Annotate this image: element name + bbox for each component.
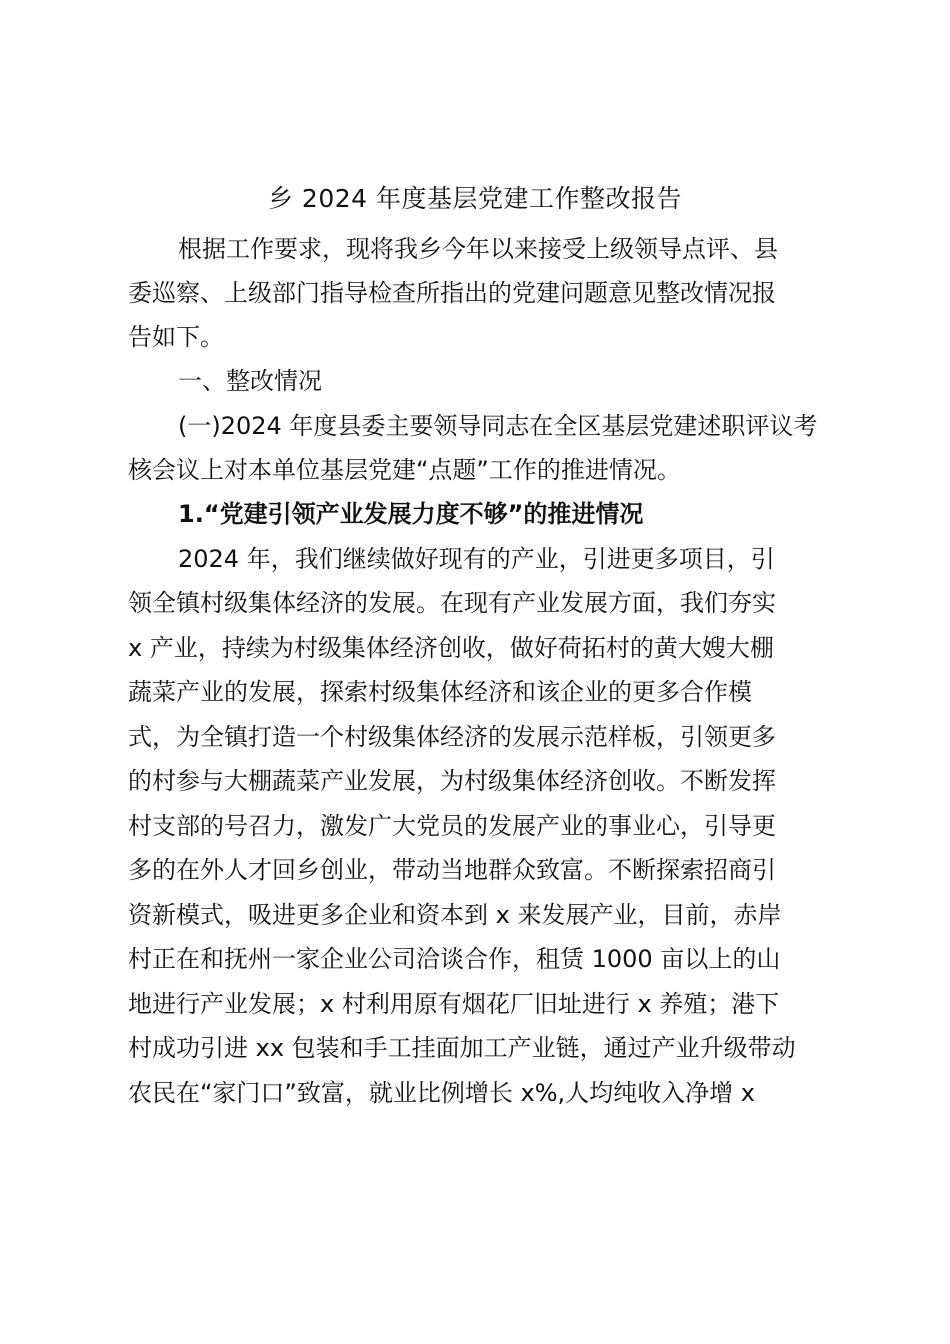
- body-line-10: 村正在和抚州一家企业公司洽谈合作，租赁 1000 亩以上的山: [128, 945, 781, 973]
- section-heading: 一、整改情况: [178, 367, 322, 395]
- intro-line-2: 委巡察、上级部门指导检查所指出的党建问题意见整改情况报: [128, 279, 776, 307]
- body-line-2: 领全镇村级集体经济的发展。在现有产业发展方面，我们夯实: [128, 589, 776, 617]
- body-line-1: 2024 年，我们继续做好现有的产业，引进更多项目，引: [178, 545, 775, 573]
- subsection-line-1: (一)2024 年度县委主要领导同志在全区基层党建述职评议考: [178, 412, 818, 440]
- body-line-12: 村成功引进 xx 包装和手工挂面加工产业链，通过产业升级带动: [128, 1034, 796, 1062]
- intro-line-1: 根据工作要求，现将我乡今年以来接受上级领导点评、县: [178, 235, 778, 263]
- body-line-4: 蔬菜产业的发展，探索村级集体经济和该企业的更多合作模: [128, 678, 752, 706]
- subsection-line-2: 核会议上对本单位基层党建“点题”工作的推进情况。: [128, 456, 681, 484]
- body-line-8: 多的在外人才回乡创业，带动当地群众致富。不断探索招商引: [128, 856, 776, 884]
- intro-line-3: 告如下。: [128, 323, 224, 351]
- body-line-7: 村支部的号召力，激发广大党员的发展产业的事业心，引导更: [128, 812, 776, 840]
- body-line-3: x 产业，持续为村级集体经济创收，做好荷拓村的黄大嫂大棚: [128, 634, 774, 662]
- body-line-5: 式，为全镇打造一个村级集体经济的发展示范样板，引领更多: [128, 723, 776, 751]
- item-heading: 1.“党建引领产业发展力度不够”的推进情况: [178, 500, 644, 528]
- body-line-11: 地进行产业发展；x 村利用原有烟花厂旧址进行 x 养殖；港下: [128, 990, 780, 1018]
- body-line-13: 农民在“家门口”致富，就业比例增长 x%,人均纯收入净增 x: [128, 1079, 755, 1107]
- body-line-6: 的村参与大棚蔬菜产业发展，为村级集体经济创收。不断发挥: [128, 767, 776, 795]
- document-title: 乡 2024 年度基层党建工作整改报告: [267, 184, 683, 213]
- body-line-9: 资新模式，吸进更多企业和资本到 x 来发展产业，目前，赤岸: [128, 901, 782, 929]
